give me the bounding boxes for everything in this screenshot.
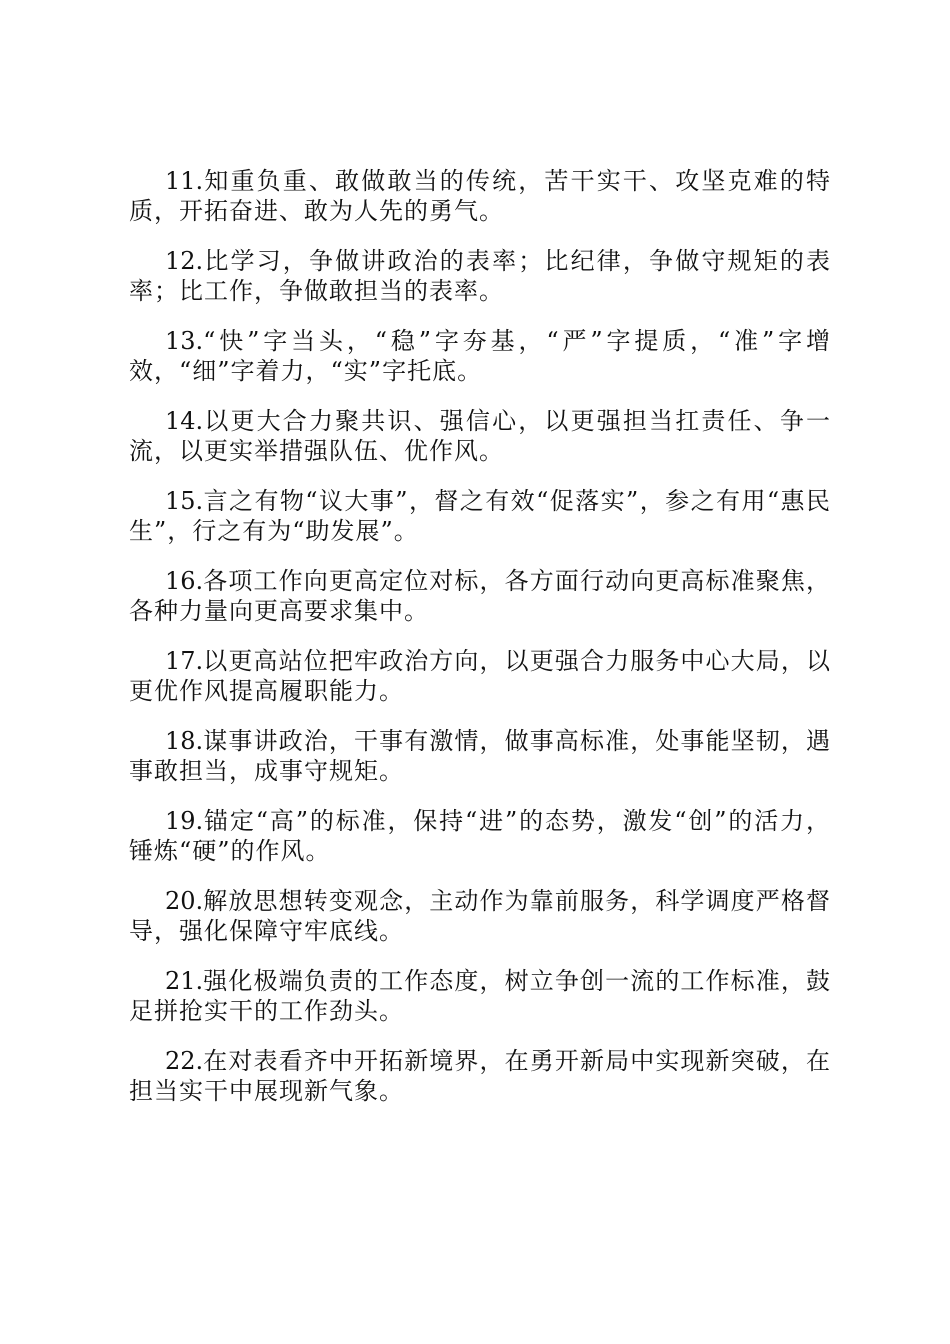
paragraph-text: 以更高站位把牢政治方向，以更强合力服务中心大局，以更优作风提高履职能力。 <box>129 647 831 705</box>
paragraph-18 <box>129 726 831 786</box>
paragraph-17 <box>129 646 831 706</box>
paragraph-number: 13. <box>165 327 204 355</box>
paragraph-text: 锚定“高”的标准，保持“进”的态势，激发“创”的活力，锤炼“硬”的作风。 <box>129 807 831 865</box>
paragraph-number: 14. <box>165 407 204 435</box>
paragraph-text: 言之有物“议大事”，督之有效“促落实”，参之有用“惠民生”，行之有为“助发展”。 <box>129 487 831 545</box>
paragraph-text: 在对表看齐中开拓新境界，在勇开新局中实现新突破，在担当实干中展现新气象。 <box>129 1047 831 1105</box>
paragraph-11 <box>129 166 831 226</box>
paragraph-number: 11. <box>165 167 204 195</box>
paragraph-number: 21. <box>165 967 204 995</box>
paragraph-14 <box>129 406 831 466</box>
paragraph-number: 22. <box>165 1047 204 1075</box>
paragraph-number: 12. <box>165 247 204 275</box>
paragraph-text: “快”字当头，“稳”字夯基，“严”字提质，“准”字增效，“细”字着力，“实”字托底。 <box>129 327 831 385</box>
paragraph-text: 各项工作向更高定位对标，各方面行动向更高标准聚焦，各种力量向更高要求集中。 <box>129 567 831 625</box>
paragraph-number: 18. <box>165 727 204 755</box>
paragraph-number: 17. <box>165 647 204 675</box>
paragraph-19 <box>129 806 831 866</box>
paragraph-number: 19. <box>165 807 204 835</box>
paragraph-16 <box>129 566 831 626</box>
paragraph-number: 16. <box>165 567 204 595</box>
paragraph-20 <box>129 886 831 946</box>
paragraph-15 <box>129 486 831 546</box>
document-body <box>129 166 831 1126</box>
paragraph-22 <box>129 1046 831 1106</box>
paragraph-number: 20. <box>165 887 204 915</box>
paragraph-text: 强化极端负责的工作态度，树立争创一流的工作标准，鼓足拼抢实干的工作劲头。 <box>129 967 831 1025</box>
paragraph-text: 谋事讲政治，干事有激情，做事高标准，处事能坚韧，遇事敢担当，成事守规矩。 <box>129 727 831 785</box>
paragraph-text: 解放思想转变观念，主动作为靠前服务，科学调度严格督导，强化保障守牢底线。 <box>129 887 831 945</box>
paragraph-number: 15. <box>165 487 204 515</box>
paragraph-21 <box>129 966 831 1026</box>
paragraph-12 <box>129 246 831 306</box>
paragraph-13 <box>129 326 831 386</box>
paragraph-text: 比学习，争做讲政治的表率；比纪律，争做守规矩的表率；比工作，争做敢担当的表率。 <box>129 247 831 305</box>
paragraph-text: 知重负重、敢做敢当的传统，苦干实干、攻坚克难的特质，开拓奋进、敢为人先的勇气。 <box>129 167 831 225</box>
paragraph-text: 以更大合力聚共识、强信心，以更强担当扛责任、争一流，以更实举措强队伍、优作风。 <box>129 407 831 465</box>
